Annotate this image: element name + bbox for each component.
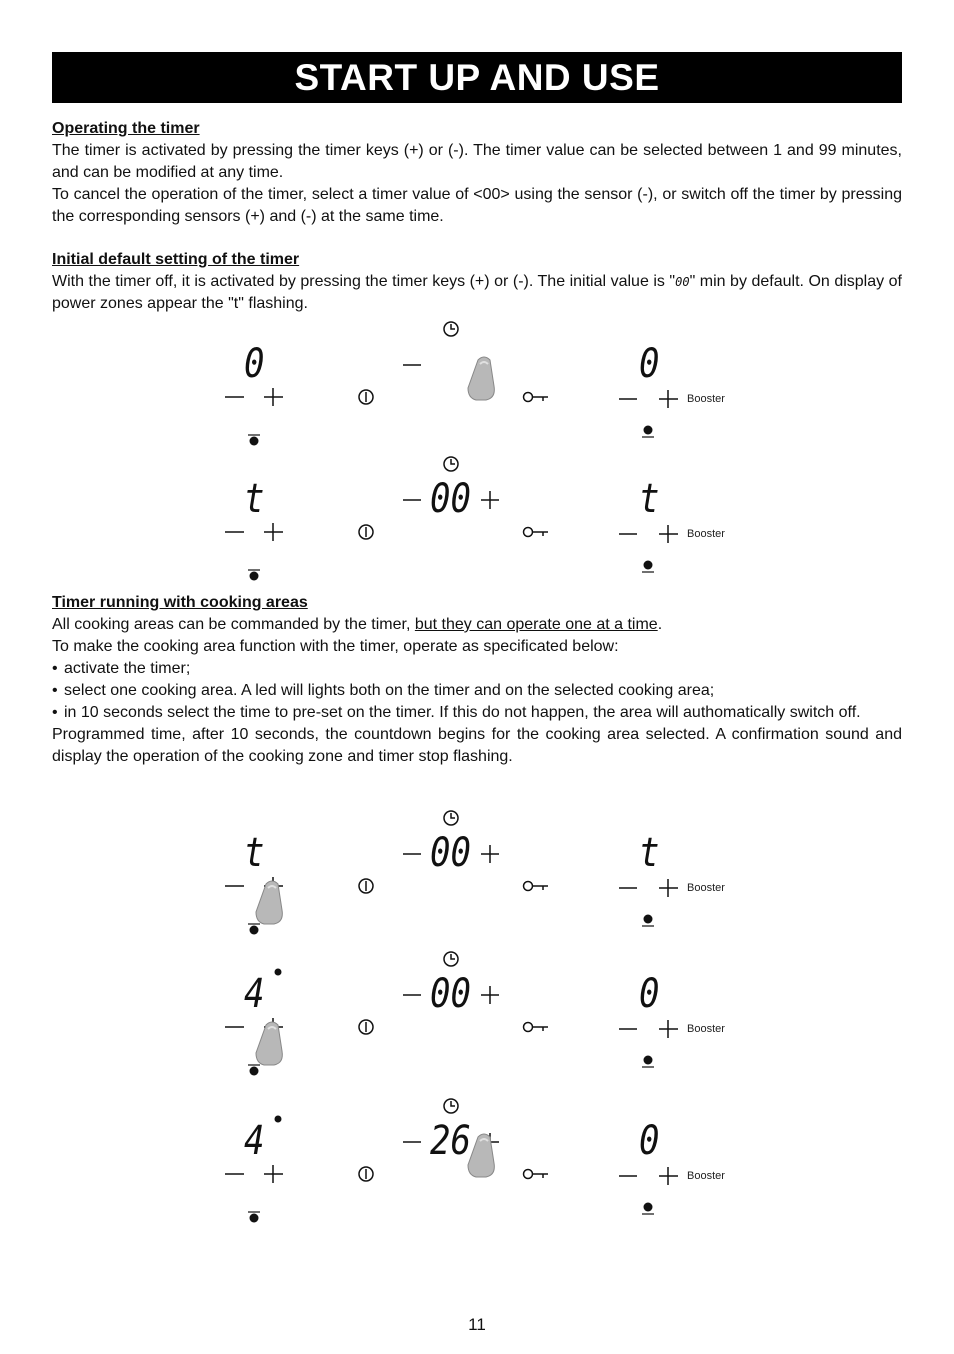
left-plus-icon bbox=[264, 523, 283, 541]
left-plus-icon bbox=[264, 1165, 283, 1183]
control-panel-diagram bbox=[0, 1097, 954, 1247]
section-timer-running bbox=[52, 592, 902, 768]
key-lock-icon bbox=[524, 1023, 549, 1032]
power-icon bbox=[359, 525, 373, 539]
right-plus-icon bbox=[659, 1167, 678, 1185]
left-zone-display: 4 bbox=[244, 1118, 265, 1164]
timer-plus-icon bbox=[481, 491, 499, 509]
right-zone-display: 0 bbox=[639, 341, 660, 387]
right-zone-display: t bbox=[639, 830, 660, 876]
right-plus-icon bbox=[659, 1020, 678, 1038]
clock-icon bbox=[444, 1099, 458, 1113]
right-plus-icon bbox=[659, 879, 678, 897]
paragraph: To make the cooking area function with the timer, operate as specificated below: bbox=[52, 638, 619, 655]
control-panel-diagram bbox=[0, 809, 954, 959]
right-zone-selector-icon bbox=[642, 1056, 654, 1068]
section-heading: Timer running with cooking areas bbox=[52, 594, 308, 611]
booster-label: Booster bbox=[687, 1170, 725, 1182]
right-zone-display: t bbox=[639, 476, 660, 522]
finger-pointer-icon bbox=[256, 881, 282, 924]
key-lock-icon bbox=[524, 1170, 549, 1179]
page-title: START UP AND USE bbox=[52, 52, 902, 103]
control-panel-diagram bbox=[0, 455, 954, 605]
clock-icon bbox=[444, 952, 458, 966]
timer-display: 00 bbox=[430, 476, 471, 522]
left-zone-selector-icon bbox=[248, 435, 260, 446]
clock-icon bbox=[444, 322, 458, 336]
left-zone-selector-icon bbox=[248, 924, 260, 935]
clock-icon bbox=[444, 457, 458, 471]
control-panel-diagram bbox=[0, 320, 954, 470]
list-item: • activate the timer; bbox=[52, 660, 191, 677]
page-number: 11 bbox=[468, 1315, 486, 1334]
right-plus-icon bbox=[659, 390, 678, 408]
left-zone-display: t bbox=[244, 830, 265, 876]
key-lock-icon bbox=[524, 528, 549, 537]
control-panel-diagram bbox=[0, 950, 954, 1100]
section-default-setting bbox=[52, 249, 902, 315]
finger-pointer-icon bbox=[468, 1134, 494, 1177]
timer-display: 00 bbox=[430, 971, 471, 1017]
paragraph: To cancel the operation of the timer, select a timer value of <00> using the sensor (-), or switch off the timer by pressing the corresponding sensors (+) and (-) at the same time. bbox=[52, 186, 902, 225]
left-zone-display: 4 bbox=[244, 971, 265, 1017]
power-icon bbox=[359, 1167, 373, 1181]
timer-plus-icon bbox=[481, 986, 499, 1004]
section-heading: Initial default setting of the timer bbox=[52, 251, 300, 268]
finger-pointer-icon bbox=[468, 357, 494, 400]
left-zone-display: t bbox=[244, 476, 265, 522]
list-item: • select one cooking area. A led will lights both on the timer and on the selected cooking area; bbox=[52, 682, 715, 699]
inline-display-value: 00 bbox=[675, 275, 690, 289]
right-plus-icon bbox=[659, 525, 678, 543]
left-zone-selector-icon bbox=[248, 1212, 260, 1223]
timer-plus-icon bbox=[481, 845, 499, 863]
power-icon bbox=[359, 879, 373, 893]
timer-display: 00 bbox=[430, 830, 471, 876]
power-icon bbox=[359, 1020, 373, 1034]
right-zone-selector-icon bbox=[642, 561, 654, 573]
key-lock-icon bbox=[524, 393, 549, 402]
zone-led-icon bbox=[275, 969, 282, 976]
list-item: • in 10 seconds select the time to pre-set on the timer. If this do not happen, the area will authomatically switch off. bbox=[52, 704, 861, 721]
paragraph: The timer is activated by pressing the timer keys (+) or (-). The timer value can be selected between 1 and 99 minutes, and can be modified at any time. bbox=[52, 142, 902, 181]
finger-pointer-icon bbox=[256, 1022, 282, 1065]
booster-label: Booster bbox=[687, 882, 725, 894]
key-lock-icon bbox=[524, 882, 549, 891]
paragraph: All cooking areas can be commanded by the timer, but they can operate one at a time. bbox=[52, 616, 663, 633]
booster-label: Booster bbox=[687, 1023, 725, 1035]
zone-led-icon bbox=[275, 1116, 282, 1123]
right-zone-selector-icon bbox=[642, 426, 654, 438]
booster-label: Booster bbox=[687, 393, 725, 405]
left-zone-display: 0 bbox=[244, 341, 265, 387]
section-heading: Operating the timer bbox=[52, 120, 200, 137]
left-plus-icon bbox=[264, 388, 283, 406]
timer-display: 26 bbox=[430, 1118, 471, 1164]
right-zone-display: 0 bbox=[639, 971, 660, 1017]
left-zone-selector-icon bbox=[248, 1065, 260, 1076]
clock-icon bbox=[444, 811, 458, 825]
right-zone-display: 0 bbox=[639, 1118, 660, 1164]
booster-label: Booster bbox=[687, 528, 725, 540]
paragraph: With the timer off, it is activated by pressing the timer keys (+) or (-). The initial value is "00" min by default. On display of power zones appear the "t" flashing. bbox=[52, 273, 902, 312]
power-icon bbox=[359, 390, 373, 404]
paragraph: Programmed time, after 10 seconds, the countdown begins for the cooking area selected. A confirmation sound and display the operation of the cooking zone and timer stop flashing. bbox=[52, 726, 902, 765]
right-zone-selector-icon bbox=[642, 915, 654, 927]
left-zone-selector-icon bbox=[248, 570, 260, 581]
right-zone-selector-icon bbox=[642, 1203, 654, 1215]
section-operating-timer bbox=[52, 118, 902, 228]
